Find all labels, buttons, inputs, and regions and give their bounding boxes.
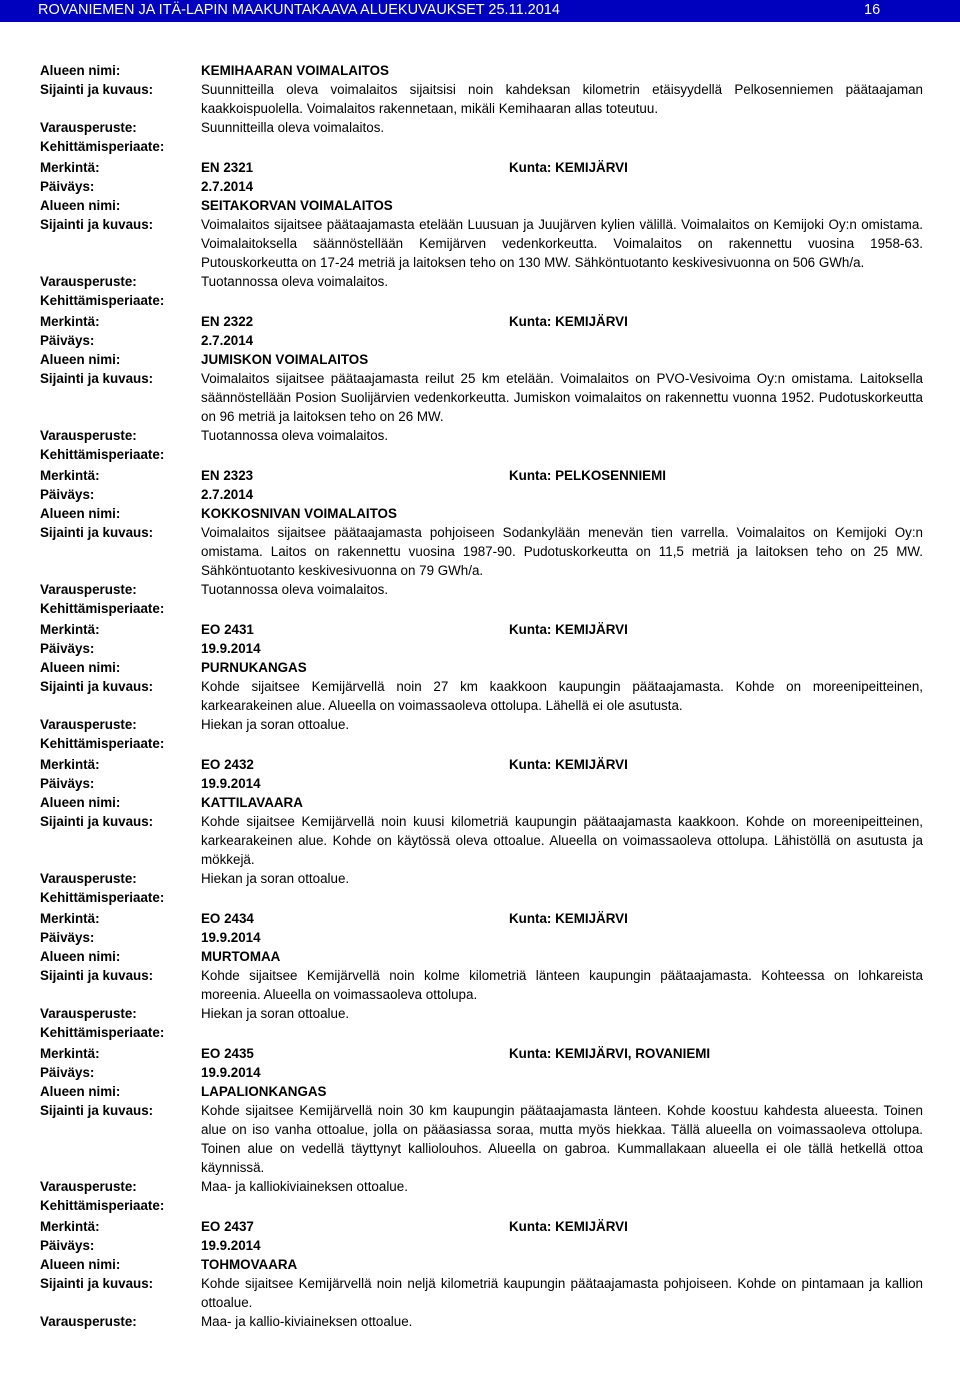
label-kehittamisperiaate: Kehittämisperiaate:	[40, 139, 165, 154]
label-merkinta: Merkintä:	[40, 911, 100, 926]
label-paivays: Päiväys:	[40, 1065, 95, 1080]
entry-eo-2431	[0, 620, 960, 753]
municipality: Kunta: KEMIJÄRVI	[509, 622, 628, 637]
municipality: Kunta: KEMIJÄRVI	[509, 160, 628, 175]
designation-code: EO 2437	[201, 1219, 254, 1234]
entry-eo-2432	[0, 755, 960, 907]
document-header	[0, 0, 960, 22]
label-kehittamisperiaate: Kehittämisperiaate:	[40, 736, 165, 751]
label-paivays: Päiväys:	[40, 1238, 95, 1253]
label-alueen-nimi: Alueen nimi:	[40, 1084, 121, 1099]
label-kehittamisperiaate: Kehittämisperiaate:	[40, 447, 165, 462]
municipality: Kunta: KEMIJÄRVI	[509, 757, 628, 772]
label-alueen-nimi: Alueen nimi:	[40, 198, 121, 213]
label-paivays: Päiväys:	[40, 179, 95, 194]
reservation-basis: Maa- ja kallio-kiviaineksen ottoalue.	[201, 1314, 413, 1329]
label-alueen-nimi: Alueen nimi:	[40, 660, 121, 675]
label-varausperuste: Varausperuste:	[40, 1314, 137, 1329]
reservation-basis: Hiekan ja soran ottoalue.	[201, 1006, 350, 1021]
area-name: KATTILAVAARA	[201, 795, 303, 810]
location-description: Kohde sijaitsee Kemijärvellä noin 30 km kaupungin päätaajamasta länteen. Kohde koostuu kahdesta alueesta. Toinen alue on iso vanha ottoalue, jolla on pääasiassa soraa, mutta myös hiekkaa. Tällä alueella on voimassaoleva ottolupa. Toinen alue on vedellä täyttynyt kalliolouhos. Alueella on gabroa. Kummallakaan alueella ei ole tällä hetkellä ottoa käynnissä.	[201, 1103, 923, 1175]
label-merkinta: Merkintä:	[40, 622, 100, 637]
document-body	[0, 61, 960, 1331]
label-sijainti: Sijainti ja kuvaus:	[40, 525, 154, 540]
label-alueen-nimi: Alueen nimi:	[40, 795, 121, 810]
label-sijainti: Sijainti ja kuvaus:	[40, 82, 154, 97]
reservation-basis: Tuotannossa oleva voimalaitos.	[201, 428, 389, 443]
label-paivays: Päiväys:	[40, 641, 95, 656]
label-paivays: Päiväys:	[40, 930, 95, 945]
entry-en-2322	[0, 312, 960, 464]
location-description: Kohde sijaitsee Kemijärvellä noin kolme kilometriä länteen kaupungin päätaajamasta. Kohteessa on lohkareista moreenia. Alueella on voimassaoleva ottolupa.	[201, 968, 923, 1002]
label-alueen-nimi: Alueen nimi:	[40, 949, 121, 964]
label-merkinta: Merkintä:	[40, 160, 100, 175]
label-merkinta: Merkintä:	[40, 1219, 100, 1234]
municipality: Kunta: KEMIJÄRVI	[509, 1219, 628, 1234]
label-varausperuste: Varausperuste:	[40, 717, 137, 732]
date: 2.7.2014	[201, 487, 254, 502]
date: 2.7.2014	[201, 333, 254, 348]
designation-code: EO 2432	[201, 757, 254, 772]
area-name: JUMISKON VOIMALAITOS	[201, 352, 369, 367]
document-title: ROVANIEMEN JA ITÄ-LAPIN MAAKUNTAKAAVA ALUEKUVAUKSET 25.11.2014	[38, 2, 560, 18]
reservation-basis: Suunnitteilla oleva voimalaitos.	[201, 120, 385, 135]
date: 2.7.2014	[201, 179, 254, 194]
label-merkinta: Merkintä:	[40, 1046, 100, 1061]
label-varausperuste: Varausperuste:	[40, 428, 137, 443]
location-description: Voimalaitos sijaitsee päätaajamasta reilut 25 km etelään. Voimalaitos on PVO-Vesivoima Oy:n omistama. Laitoksella säännöstellään Posion Suolijärvien vedenkorkeutta. Jumiskon voimalaitos on rakennettu vuonna 1952. Pudotuskorkeutta on 96 metriä ja laitoksen teho on 26 MW.	[201, 371, 923, 424]
label-sijainti: Sijainti ja kuvaus:	[40, 679, 154, 694]
label-alueen-nimi: Alueen nimi:	[40, 506, 121, 521]
label-paivays: Päiväys:	[40, 776, 95, 791]
label-alueen-nimi: Alueen nimi:	[40, 1257, 121, 1272]
label-varausperuste: Varausperuste:	[40, 274, 137, 289]
label-merkinta: Merkintä:	[40, 314, 100, 329]
entry-kemihaara	[0, 61, 960, 156]
location-description: Kohde sijaitsee Kemijärvellä noin neljä kilometriä kaupungin päätaajamasta pohjoiseen. Kohde on pintamaan ja kallion ottoalue.	[201, 1276, 923, 1310]
reservation-basis: Hiekan ja soran ottoalue.	[201, 871, 350, 886]
date: 19.9.2014	[201, 1238, 261, 1253]
label-alueen-nimi: Alueen nimi:	[40, 352, 121, 367]
entry-en-2321	[0, 158, 960, 310]
label-merkinta: Merkintä:	[40, 757, 100, 772]
label-sijainti: Sijainti ja kuvaus:	[40, 1103, 154, 1118]
municipality: Kunta: KEMIJÄRVI	[509, 314, 628, 329]
entry-eo-2435	[0, 1044, 960, 1215]
reservation-basis: Maa- ja kalliokiviaineksen ottoalue.	[201, 1179, 408, 1194]
label-kehittamisperiaate: Kehittämisperiaate:	[40, 1025, 165, 1040]
area-name: TOHMOVAARA	[201, 1257, 298, 1272]
label-merkinta: Merkintä:	[40, 468, 100, 483]
label-sijainti: Sijainti ja kuvaus:	[40, 371, 154, 386]
location-description: Kohde sijaitsee Kemijärvellä noin kuusi kilometriä kaupungin päätaajamasta kaakkoon. Kohde on moreenipeitteinen, karkearakeinen alue. Kohde on käytössä oleva ottoalue. Alueella on voimassaoleva ottolupa. Lähistöllä on asutusta ja mökkejä.	[201, 814, 923, 867]
label-sijainti: Sijainti ja kuvaus:	[40, 968, 154, 983]
label-kehittamisperiaate: Kehittämisperiaate:	[40, 890, 165, 905]
area-name: KEMIHAARAN VOIMALAITOS	[201, 63, 389, 78]
label-paivays: Päiväys:	[40, 487, 95, 502]
location-description: Voimalaitos sijaitsee päätaajamasta pohjoiseen Sodankylään menevän tien varrella. Voimalaitos on Kemijoki Oy:n omistama. Laitos on rakennettu vuosina 1987-90. Pudotuskorkeutta on 11,5 metriä ja laitoksen teho on 25 MW. Sähköntuotanto keskivesivuonna on 79 GWh/a.	[201, 525, 923, 578]
label-kehittamisperiaate: Kehittämisperiaate:	[40, 1198, 165, 1213]
reservation-basis: Hiekan ja soran ottoalue.	[201, 717, 350, 732]
page-number: 16	[864, 2, 881, 18]
designation-code: EO 2431	[201, 622, 254, 637]
location-description: Kohde sijaitsee Kemijärvellä noin 27 km kaakkoon kaupungin päätaajamasta. Kohde on moreenipeitteinen, karkearakeinen alue. Alueella on voimassaoleva ottolupa. Lähellä ei ole asutusta.	[201, 679, 923, 713]
designation-code: EO 2434	[201, 911, 254, 926]
date: 19.9.2014	[201, 930, 261, 945]
entry-en-2323	[0, 466, 960, 618]
designation-code: EN 2321	[201, 160, 254, 175]
label-sijainti: Sijainti ja kuvaus:	[40, 217, 154, 232]
date: 19.9.2014	[201, 641, 261, 656]
label-varausperuste: Varausperuste:	[40, 582, 137, 597]
municipality: Kunta: PELKOSENNIEMI	[509, 468, 666, 483]
area-name: LAPALIONKANGAS	[201, 1084, 327, 1099]
label-sijainti: Sijainti ja kuvaus:	[40, 814, 154, 829]
label-varausperuste: Varausperuste:	[40, 1179, 137, 1194]
area-name: KOKKOSNIVAN VOIMALAITOS	[201, 506, 397, 521]
location-description: Voimalaitos sijaitsee päätaajamasta etelään Luusuan ja Juujärven kylien välillä. Voimalaitos on Kemijoki Oy:n omistama. Voimalaitoksella säännöstellään Kemijärven vedenkorkeutta. Voimalaitos on rakennettu vuosina 1958-63. Putouskorkeutta on 17-24 metriä ja laitoksen teho on 130 MW. Sähköntuotanto keskivesivuonna on 506 GWh/a.	[201, 217, 923, 270]
area-name: PURNUKANGAS	[201, 660, 307, 675]
designation-code: EN 2323	[201, 468, 254, 483]
label-varausperuste: Varausperuste:	[40, 120, 137, 135]
reservation-basis: Tuotannossa oleva voimalaitos.	[201, 582, 389, 597]
date: 19.9.2014	[201, 776, 261, 791]
designation-code: EN 2322	[201, 314, 254, 329]
area-name: SEITAKORVAN VOIMALAITOS	[201, 198, 393, 213]
label-sijainti: Sijainti ja kuvaus:	[40, 1276, 154, 1291]
label-kehittamisperiaate: Kehittämisperiaate:	[40, 293, 165, 308]
label-kehittamisperiaate: Kehittämisperiaate:	[40, 601, 165, 616]
municipality: Kunta: KEMIJÄRVI	[509, 911, 628, 926]
location-description: Suunnitteilla oleva voimalaitos sijaitsisi noin kahdeksan kilometrin etäisyydellä Pelkosenniemen päätaajaman kaakkoispuolella. Voimalaitos rakennetaan, mikäli Kemihaaran allas toteutuu.	[201, 82, 923, 116]
entry-eo-2437	[0, 1217, 960, 1331]
area-name: MURTOMAA	[201, 949, 281, 964]
designation-code: EO 2435	[201, 1046, 254, 1061]
date: 19.9.2014	[201, 1065, 261, 1080]
label-alueen-nimi: Alueen nimi:	[40, 63, 121, 78]
label-varausperuste: Varausperuste:	[40, 871, 137, 886]
entry-eo-2434	[0, 909, 960, 1042]
label-varausperuste: Varausperuste:	[40, 1006, 137, 1021]
reservation-basis: Tuotannossa oleva voimalaitos.	[201, 274, 389, 289]
label-paivays: Päiväys:	[40, 333, 95, 348]
municipality: Kunta: KEMIJÄRVI, ROVANIEMI	[509, 1046, 711, 1061]
